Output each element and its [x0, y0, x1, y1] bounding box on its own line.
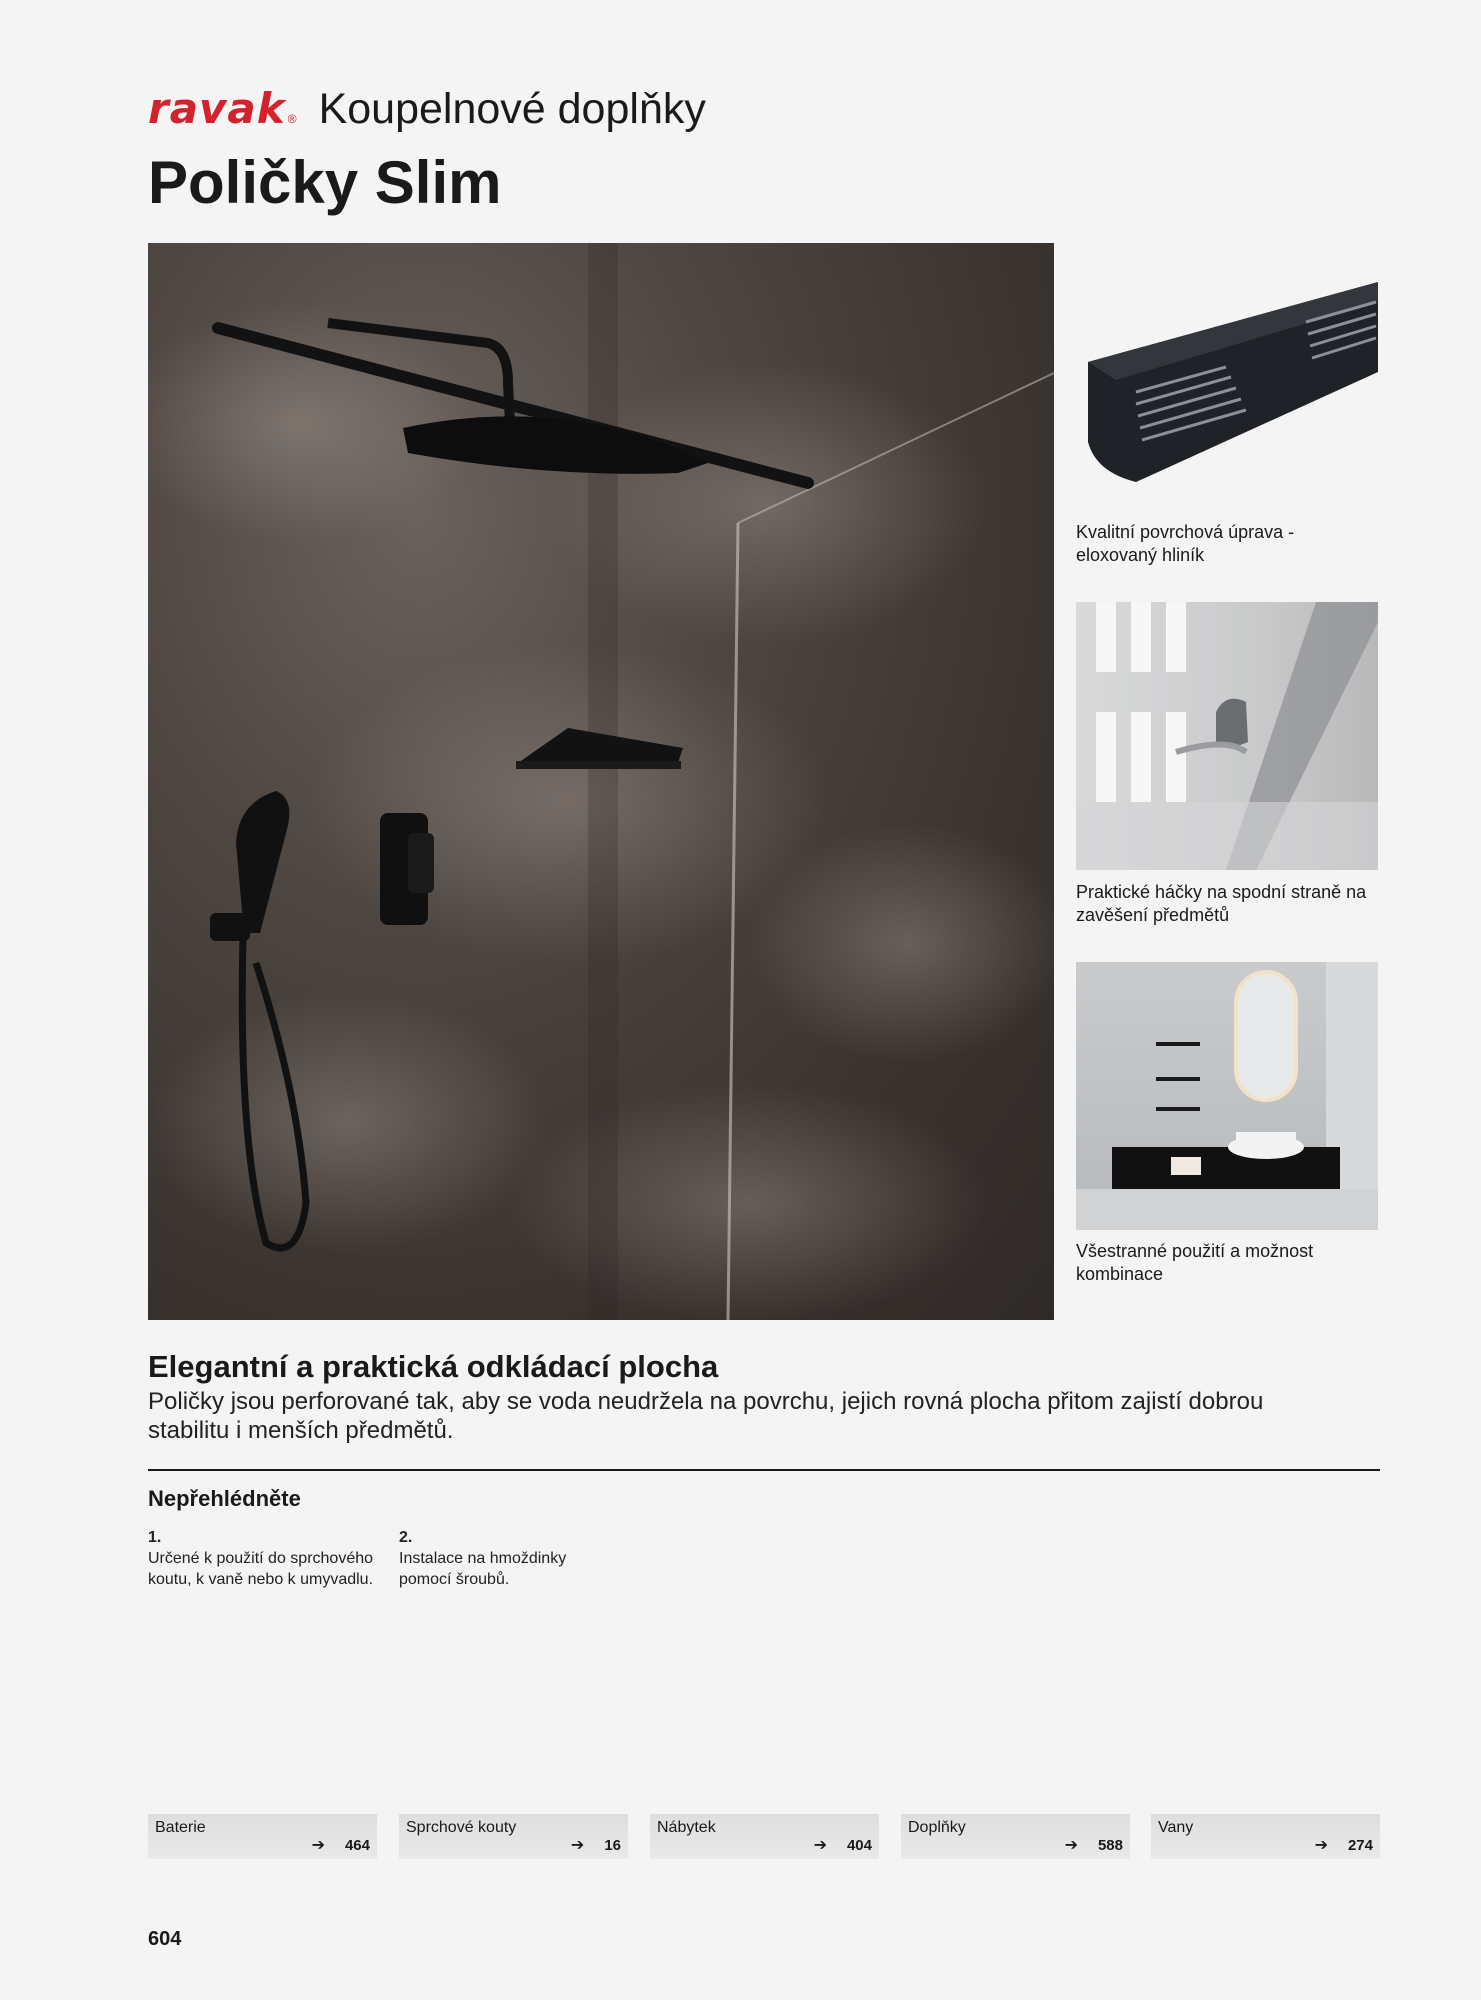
nav-tile-vany[interactable]: [1151, 1814, 1380, 1859]
page-number: 604: [148, 1928, 182, 1950]
feature-caption-2: Praktické háčky na spodní straně na zavěšení předmětů: [1076, 882, 1367, 925]
nav-tile-baterie[interactable]: [148, 1814, 377, 1859]
divider: [148, 1469, 1380, 1471]
feature-caption-1: Kvalitní povrchová úprava - eloxovaný hliník: [1076, 522, 1295, 565]
section-heading: Elegantní a praktická odkládací plocha: [148, 1349, 719, 1384]
note-text: Určené k použití do sprchového koutu, k vaně nebo k umyvadlu.: [148, 1550, 374, 1588]
nav-label: Baterie: [155, 1819, 206, 1836]
registered-mark: ®: [287, 112, 297, 126]
note-item-2: [399, 1527, 609, 1590]
nav-label: Doplňky: [908, 1819, 966, 1836]
main-shower-photo: [148, 243, 1054, 1320]
arrow-right-icon: ➔: [311, 1837, 325, 1854]
nav-tile-sprchove-kouty[interactable]: [399, 1814, 628, 1859]
nav-tile-doplnky[interactable]: [901, 1814, 1130, 1859]
arrow-right-icon: ➔: [813, 1837, 827, 1854]
note-number: 2.: [399, 1529, 413, 1546]
hooks-image: [1076, 602, 1378, 870]
page-header: [148, 84, 706, 134]
feature-caption-3: Všestranné použití a možnost kombinace: [1076, 1241, 1314, 1284]
arrow-right-icon: ➔: [1064, 1837, 1078, 1854]
category-title: Koupelnové doplňky: [318, 85, 706, 133]
arrow-right-icon: ➔: [1314, 1837, 1328, 1854]
shelf-closeup-image: [1076, 262, 1378, 492]
nav-page: 464: [344, 1836, 370, 1854]
nav-label: Sprchové kouty: [406, 1819, 517, 1836]
note-text: Instalace na hmoždinky pomocí šroubů.: [399, 1550, 567, 1588]
note-item-1: [148, 1527, 383, 1590]
nav-label: Vany: [1158, 1819, 1194, 1836]
arrow-right-icon: ➔: [570, 1837, 585, 1854]
section-text: Poličky jsou perforované tak, aby se voda neudržela na povrchu, jejich rovná plocha přitom zajistí dobrou stabilitu i menších předmětů.: [148, 1388, 1264, 1444]
nav-label: Nábytek: [657, 1819, 716, 1836]
nav-page: 274: [1347, 1836, 1373, 1854]
nav-page: 588: [1097, 1836, 1123, 1854]
note-number: 1.: [148, 1529, 162, 1546]
page-title: Poličky Slim: [148, 149, 502, 216]
nav-page: 404: [846, 1836, 872, 1854]
nav-tile-nabytek[interactable]: [650, 1814, 879, 1859]
ravak-logo: ravak: [148, 84, 286, 133]
nav-page: 16: [604, 1836, 621, 1854]
notes-title: Nepřehlédněte: [148, 1486, 301, 1511]
bathroom-image: [1076, 962, 1378, 1230]
